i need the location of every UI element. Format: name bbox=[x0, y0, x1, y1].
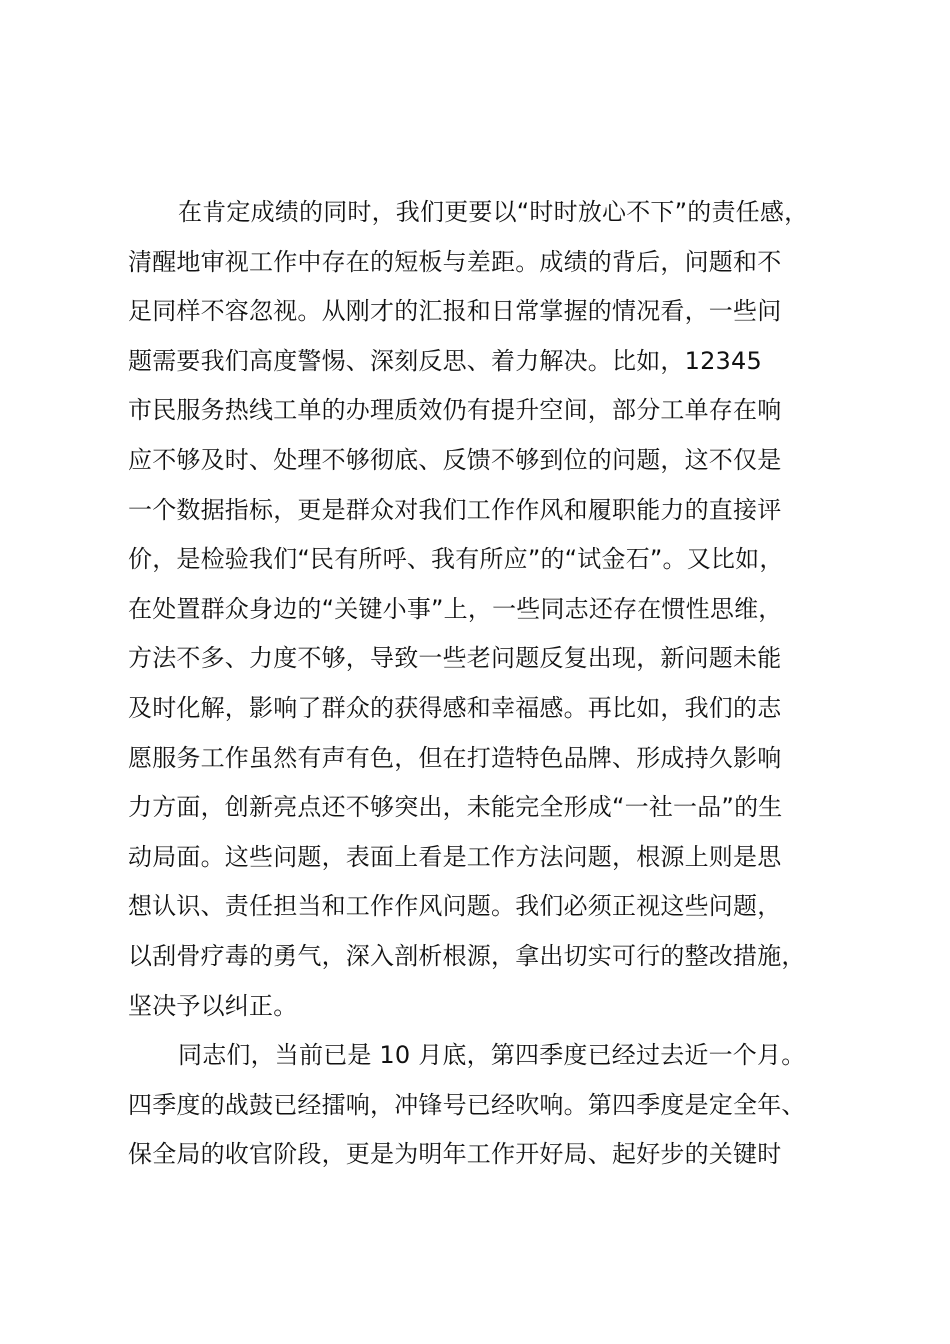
text-line: 应不够及时、处理不够彻底、反馈不够到位的问题，这不仅是 bbox=[128, 445, 782, 474]
document-body bbox=[128, 188, 838, 1180]
text-line: 一个数据指标，更是群众对我们工作作风和履职能力的直接评 bbox=[128, 495, 782, 524]
text-line: 足同样不容忽视。从刚才的汇报和日常掌握的情况看，一些问 bbox=[128, 297, 782, 326]
text-line: 愿服务工作虽然有声有色，但在打造特色品牌、形成持久影响 bbox=[128, 743, 782, 772]
paragraph-2 bbox=[128, 1031, 838, 1180]
text-line: 市民服务热线工单的办理质效仍有提升空间，部分工单存在响 bbox=[128, 396, 782, 425]
paragraph-1 bbox=[128, 188, 838, 1031]
text-line: 以刮骨疗毒的勇气，深入剖析根源，拿出切实可行的整改措施， bbox=[128, 941, 806, 970]
text-line: 动局面。这些问题，表面上看是工作方法问题，根源上则是思 bbox=[128, 842, 782, 871]
text-line: 想认识、责任担当和工作作风问题。我们必须正视这些问题， bbox=[128, 892, 782, 921]
text-line: 题需要我们高度警惕、深刻反思、着力解决。比如，12345 bbox=[128, 346, 762, 375]
text-line: 及时化解，影响了群众的获得感和幸福感。再比如，我们的志 bbox=[128, 693, 782, 722]
text-line: 在肯定成绩的同时，我们更要以“时时放心不下”的责任感， bbox=[178, 198, 809, 226]
text-line: 力方面，创新亮点还不够突出，未能完全形成“一社一品”的生 bbox=[128, 793, 783, 822]
text-line: 同志们，当前已是 10 月底，第四季度已经过去近一个月。 bbox=[178, 1041, 806, 1070]
text-line: 清醒地审视工作中存在的短板与差距。成绩的背后，问题和不 bbox=[128, 247, 782, 276]
text-line: 方法不多、力度不够，导致一些老问题反复出现，新问题未能 bbox=[128, 644, 782, 673]
text-line: 坚决予以纠正。 bbox=[128, 991, 298, 1020]
text-line: 价，是检验我们“民有所呼、我有所应”的“试金石”。又比如， bbox=[128, 545, 784, 574]
text-line: 在处置群众身边的“关键小事”上，一些同志还存在惯性思维， bbox=[128, 594, 783, 623]
text-line: 保全局的收官阶段，更是为明年工作开好局、起好步的关键时 bbox=[128, 1140, 782, 1169]
text-line: 四季度的战鼓已经擂响，冲锋号已经吹响。第四季度是定全年、 bbox=[128, 1090, 806, 1119]
